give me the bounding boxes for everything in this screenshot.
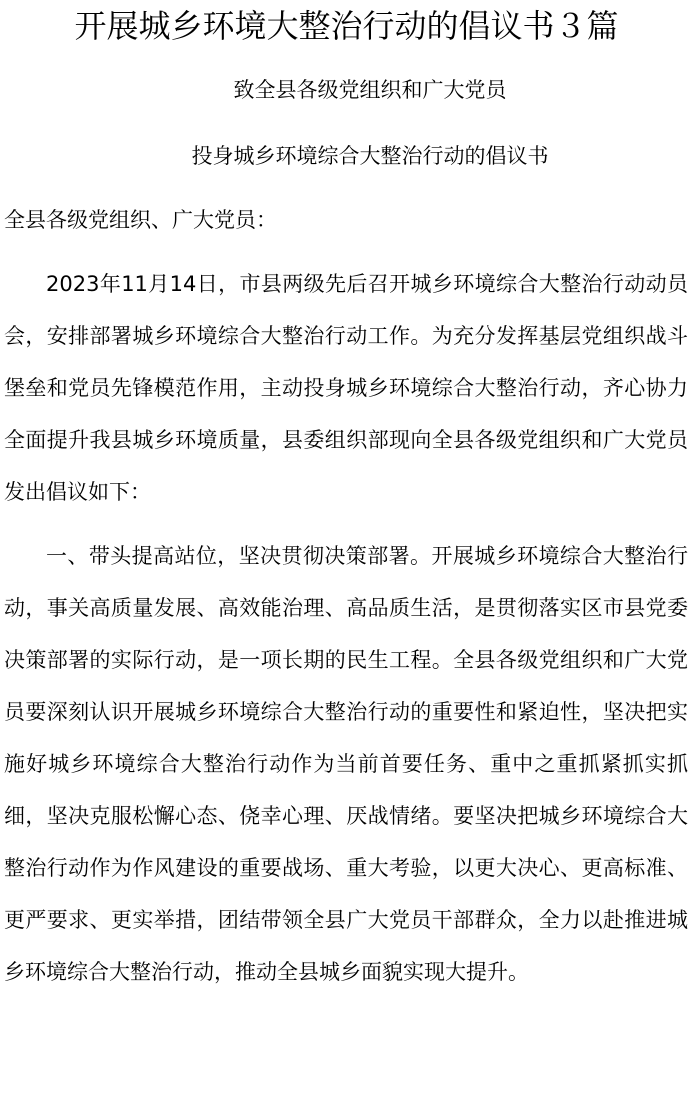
subtitle-line-2: 投身城乡环境综合大整治行动的倡议书: [191, 144, 549, 168]
paragraph-intro: 2023年11月14日，市县两级先后召开城乡环境综合大整治行动动员会，安排部署城乡环境综合大整治行动工作。为充分发挥基层党组织战斗堡垒和党员先锋模范作用，主动投身城乡环境综合大整治行动，齐心协力全面提升我县城乡环境质量，县委组织部现向全县各级党组织和广大党员发出倡议如下：: [4, 272, 688, 504]
subtitle-line-1: 致全县各级党组织和广大党员: [233, 78, 507, 102]
paragraph-point-one: 一、带头提高站位，坚决贯彻决策部署。开展城乡环境综合大整治行动，事关高质量发展、高效能治理、高品质生活，是贯彻落实区市县党委决策部署的实际行动，是一项长期的民生工程。全县各级党组织和广大党员要深刻认识开展城乡环境综合大整治行动的重要性和紧迫性，坚决把实施好城乡环境综合大整治行动作为当前首要任务、重中之重抓紧抓实抓细，坚决克服松懈心态、侥幸心理、厌战情绪。要坚决把城乡环境综合大整治行动作为作风建设的重要战场、重大考验，以更大决心、更高标准、更严要求、更实举措，团结带领全县广大党员干部群众，全力以赴推进城乡环境综合大整治行动，推动全县城乡面貌实现大提升。: [4, 544, 688, 984]
document-title: 开展城乡环境大整治行动的倡议书３篇: [74, 7, 619, 45]
salutation: 全县各级党组织、广大党员：: [4, 208, 277, 232]
